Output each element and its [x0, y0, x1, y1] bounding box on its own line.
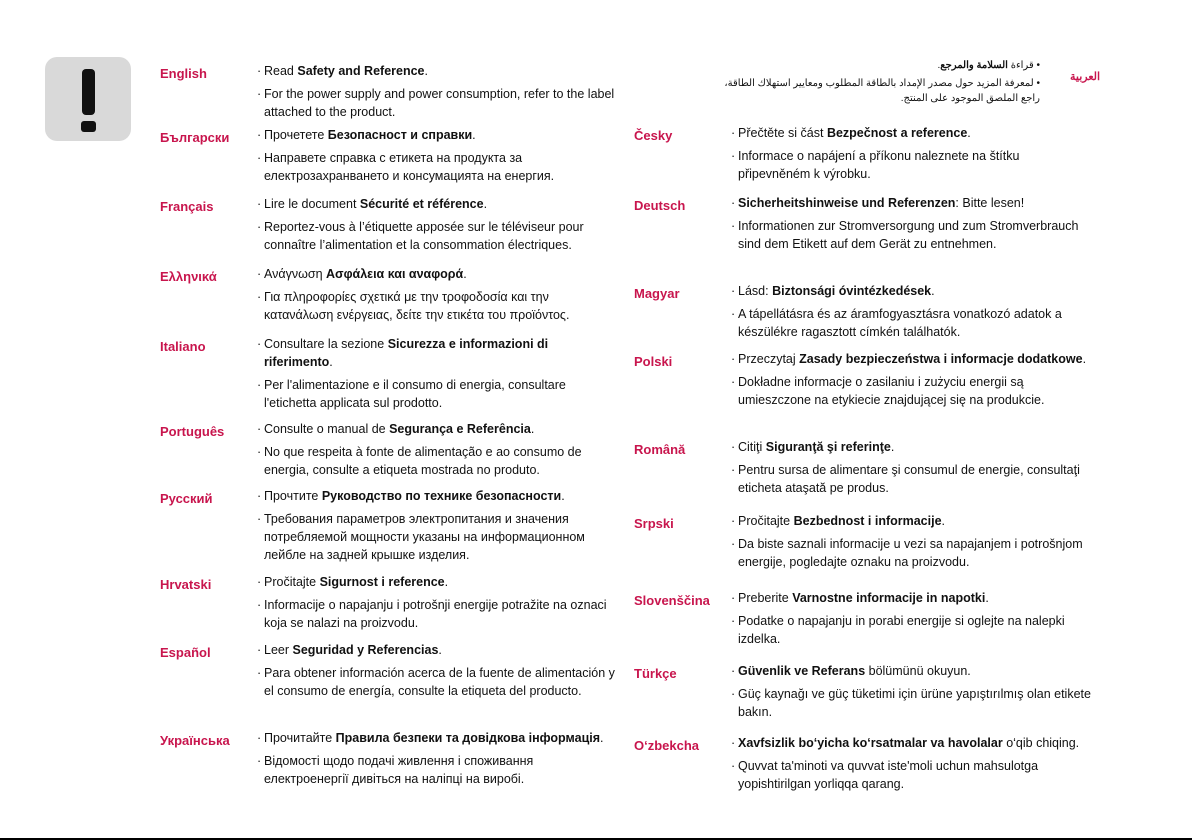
entry-text: Reportez-vous à l’étiquette apposée sur le téléviseur pour connaître l’alimentation et la consommation électriques. — [264, 220, 584, 252]
entry-line — [731, 217, 1091, 253]
entry-text: Направете справка с етикета на продукта за електрозахранването и консумацията на енергия. — [264, 151, 555, 183]
entry-text: Требования параметров электропитания и значения потребляемой мощности указаны на информационном лейбле на задней крышке изделия. — [264, 512, 585, 562]
lang-label: Česky — [634, 128, 673, 143]
entry-line — [257, 288, 617, 324]
entry-text: Přečtěte si část — [738, 126, 827, 140]
entry-line — [257, 195, 617, 213]
lang-label: Slovenščina — [634, 593, 710, 608]
entry-text-suffix: o‘qib chiqing. — [1002, 736, 1080, 750]
entry-text: Прочетете — [264, 128, 328, 142]
entry-text-suffix: . — [561, 489, 565, 503]
entry-line — [731, 512, 1091, 530]
entry-line — [731, 350, 1091, 368]
entry-line — [257, 573, 617, 591]
entry-bold-title: Sigurnost i reference — [319, 575, 445, 589]
entry-line — [257, 265, 617, 283]
entry-text: Read — [264, 64, 298, 78]
entry-text-suffix: . — [967, 126, 971, 140]
entry-line — [731, 535, 1091, 571]
entry-text: Citiţi — [738, 440, 766, 454]
arabic-line-2: • لمعرفة المزيد حول مصدر الإمداد بالطاقة المطلوب ومعايير استهلاك الطاقة، راجع الملصق الموجود على المنتج. — [724, 78, 1040, 104]
entry-text-suffix: . — [472, 128, 476, 142]
entry-text: No que respeita à fonte de alimentação e ao consumo de energia, consulte a etiqueta mostrada no produto. — [264, 445, 582, 477]
entry-line — [731, 589, 1091, 607]
entry-line — [257, 752, 617, 788]
entry-bold-title: Sicherheitshinweise und Referenzen — [738, 196, 956, 210]
entry-text: Podatke o napajanju in porabi energije si oglejte na nalepki izdelka. — [738, 614, 1065, 646]
entry-bold-title: Bezpečnost a reference — [826, 126, 968, 140]
entry-bold-title: Segurança e Referência — [389, 422, 531, 436]
entry-text: Consulte o manual de — [264, 422, 390, 436]
arabic-line-2-text: لمعرفة المزيد حول مصدر الإمداد بالطاقة المطلوب ومعايير استهلاك الطاقة، راجع الملصق الموجود على المنتج. — [724, 78, 1040, 104]
entry-bold-title: Ασφάλεια και αναφορά — [326, 267, 464, 281]
lang-entry — [257, 420, 617, 484]
entry-line — [731, 282, 1091, 300]
entry-text: Lire le document — [264, 197, 360, 211]
arabic-line-1-pre: قراءة — [1007, 60, 1034, 71]
entry-line — [731, 194, 1091, 212]
entry-text-suffix: bölümünü okuyun. — [865, 664, 971, 678]
entry-line — [731, 461, 1091, 497]
lang-label: Hrvatski — [160, 577, 212, 592]
entry-text: Informacije o napajanju i potrošnji energije potražite na oznaci koja se nalazi na proizvodu. — [264, 598, 607, 630]
lang-label: Français — [160, 199, 214, 214]
entry-text-suffix: . — [463, 267, 467, 281]
entry-bold-title: Sicurezza e informazioni di riferimento — [264, 337, 549, 369]
entry-line — [257, 149, 617, 185]
entry-text: Прочитайте — [264, 731, 336, 745]
entry-text: Przeczytaj — [738, 352, 800, 366]
entry-bold-title: Zasady bezpieczeństwa i informacje dodatkowe — [799, 352, 1083, 366]
entry-line — [257, 218, 617, 254]
entry-line — [257, 641, 617, 659]
lang-label: Magyar — [634, 286, 680, 301]
entry-text: Per l'alimentazione e il consumo di energia, consultare l'etichetta applicata sul prodotto. — [264, 378, 566, 410]
entry-bold-title: Безопасност и справки — [327, 128, 473, 142]
entry-text-suffix: . — [329, 355, 333, 369]
entry-line — [731, 305, 1091, 341]
entry-bold-title: Руководство по технике безопасности — [321, 489, 562, 503]
arabic-line-1-bold: السلامة والمرجع — [940, 60, 1008, 71]
entry-text-suffix: . — [530, 422, 535, 436]
entry-bold-title: Seguridad y Referencias — [292, 643, 439, 657]
lang-label: Italiano — [160, 339, 206, 354]
lang-label: Українська — [160, 733, 230, 748]
lang-entry — [731, 734, 1091, 798]
entry-line — [731, 662, 1091, 680]
entry-text-suffix: . — [438, 643, 442, 657]
lang-entry — [257, 335, 617, 417]
lang-entry — [731, 124, 1091, 188]
lang-entry — [731, 662, 1091, 726]
entry-text: Dokładne informacje o zasilaniu i zużyciu energii są umieszczone na etykiecie znajdującej się na produkcie. — [738, 375, 1045, 407]
lang-label: O‘zbekcha — [634, 738, 700, 753]
entry-text-suffix: . — [985, 591, 989, 605]
exclamation-bar — [82, 69, 95, 115]
lang-entry — [257, 265, 617, 329]
lang-entry — [731, 194, 1091, 258]
entry-text: For the power supply and power consumption, refer to the label attached to the product. — [264, 87, 615, 119]
entry-bold-title: Bezbednost i informacije — [793, 514, 942, 528]
entry-line — [731, 373, 1091, 409]
entry-text-suffix: . — [890, 440, 895, 454]
entry-line — [257, 596, 617, 632]
entry-text: Quvvat ta'minoti va quvvat iste'moli uchun mahsulotga yopishtirilgan yorliqqa qarang. — [738, 759, 1039, 791]
lang-entry — [257, 573, 617, 637]
lang-label: Deutsch — [634, 198, 686, 213]
warning-icon — [45, 57, 131, 141]
entry-text-suffix: . — [941, 514, 946, 528]
entry-line — [731, 147, 1091, 183]
entry-text: Pročitajte — [738, 514, 794, 528]
entry-text: Відомості щодо подачі живлення і споживання електроенергії дивіться на наліпці на виробі. — [264, 754, 534, 786]
entry-text-suffix: . — [483, 197, 488, 211]
entry-bold-title: Sécurité et référence — [359, 197, 484, 211]
lang-entry — [731, 512, 1091, 576]
lang-entry — [731, 282, 1091, 346]
entry-text: Pentru sursa de alimentare şi consumul de energie, consultaţi eticheta ataşată pe produs. — [738, 463, 1080, 495]
entry-text: Pročitajte — [264, 575, 320, 589]
lang-entry — [257, 62, 617, 126]
lang-label: Русский — [160, 491, 213, 506]
entry-line — [257, 376, 617, 412]
entry-line — [731, 734, 1091, 752]
entry-text: Прочтите — [264, 489, 322, 503]
entry-text: Informationen zur Stromversorgung und zum Stromverbrauch sind dem Etikett auf dem Gerät zu entnehmen. — [738, 219, 1079, 251]
entry-line — [257, 729, 617, 747]
lang-label: Български — [160, 130, 230, 145]
entry-text: Ανάγνωση — [264, 267, 326, 281]
lang-entry — [257, 195, 617, 259]
lang-label: English — [160, 66, 207, 81]
entry-bold-title: Güvenlik ve Referans — [738, 664, 866, 678]
entry-line — [257, 85, 617, 121]
lang-label: Ελληνικά — [160, 269, 217, 284]
entry-line — [731, 685, 1091, 721]
entry-text: Leer — [264, 643, 293, 657]
entry-text-suffix: . — [1082, 352, 1087, 366]
lang-label: Español — [160, 645, 211, 660]
lang-label: Polski — [634, 354, 673, 369]
entry-text: Para obtener información acerca de la fuente de alimentación y el consumo de energía, consulte la etiqueta del producto. — [264, 666, 615, 698]
lang-label: Türkçe — [634, 666, 677, 681]
arabic-entry — [720, 58, 1040, 109]
entry-text-suffix: . — [424, 64, 428, 78]
lang-entry — [731, 589, 1091, 653]
entry-line — [257, 62, 617, 80]
entry-text: Informace o napájení a příkonu naleznete na štítku připevněném k výrobku. — [738, 149, 1020, 181]
arabic-line-1: • قراءة السلامة والمرجع. — [937, 60, 1040, 71]
lang-entry — [257, 641, 617, 705]
lang-entry — [731, 438, 1091, 502]
entry-line — [257, 510, 617, 564]
entry-bold-title: Biztonsági óvintézkedések — [772, 284, 932, 298]
entry-text-suffix: . — [931, 284, 935, 298]
entry-text: A tápellátásra és az áramfogyasztásra vonatkozó adatok a készülékre ragasztott címkén találhatók. — [738, 307, 1062, 339]
entry-line — [257, 335, 617, 371]
entry-bold-title: Safety and Reference — [297, 64, 425, 78]
entry-line — [731, 757, 1091, 793]
lang-entry — [257, 729, 617, 793]
entry-text: Lásd: — [738, 284, 773, 298]
lang-label-arabic: العربية — [1070, 71, 1101, 83]
entry-text: Consultare la sezione — [264, 337, 388, 351]
lang-entry — [731, 350, 1091, 414]
entry-text: Güç kaynağı ve güç tüketimi için ürüne yapıştırılmış olan etikete bakın. — [738, 687, 1091, 719]
entry-line — [731, 124, 1091, 142]
entry-text-suffix: . — [600, 731, 604, 745]
entry-bold-title: Varnostne informacije in napotki — [792, 591, 986, 605]
lang-label: Română — [634, 442, 686, 457]
entry-line — [257, 126, 617, 144]
lang-label: Srpski — [634, 516, 674, 531]
entry-text: Για πληροφορίες σχετικά με την τροφοδοσία και την κατανάλωση ενέργειας, δείτε την ετικέτα του προϊόντος. — [264, 290, 570, 322]
entry-text: Da biste saznali informacije u vezi sa napajanjem i potrošnjom energije, pogledajte oznaku na proizvodu. — [738, 537, 1083, 569]
entry-text-suffix: : Bitte lesen! — [955, 196, 1025, 210]
entry-text-suffix: . — [444, 575, 449, 589]
entry-text: Preberite — [738, 591, 793, 605]
lang-entry — [257, 487, 617, 569]
entry-bold-title: Правила безпеки та довідкова інформація — [335, 731, 601, 745]
entry-line — [731, 438, 1091, 456]
entry-line — [257, 443, 617, 479]
entry-bold-title: Xavfsizlik bo‘yicha ko‘rsatmalar va havolalar — [738, 736, 1003, 750]
lang-entry — [257, 126, 617, 190]
arabic-line-1-post: . — [937, 60, 941, 71]
lang-label: Português — [160, 424, 225, 439]
entry-line — [257, 487, 617, 505]
entry-line — [731, 612, 1091, 648]
entry-bold-title: Siguranţă şi referinţe — [765, 440, 891, 454]
exclamation-dot — [81, 121, 96, 132]
entry-line — [257, 664, 617, 700]
entry-line — [257, 420, 617, 438]
